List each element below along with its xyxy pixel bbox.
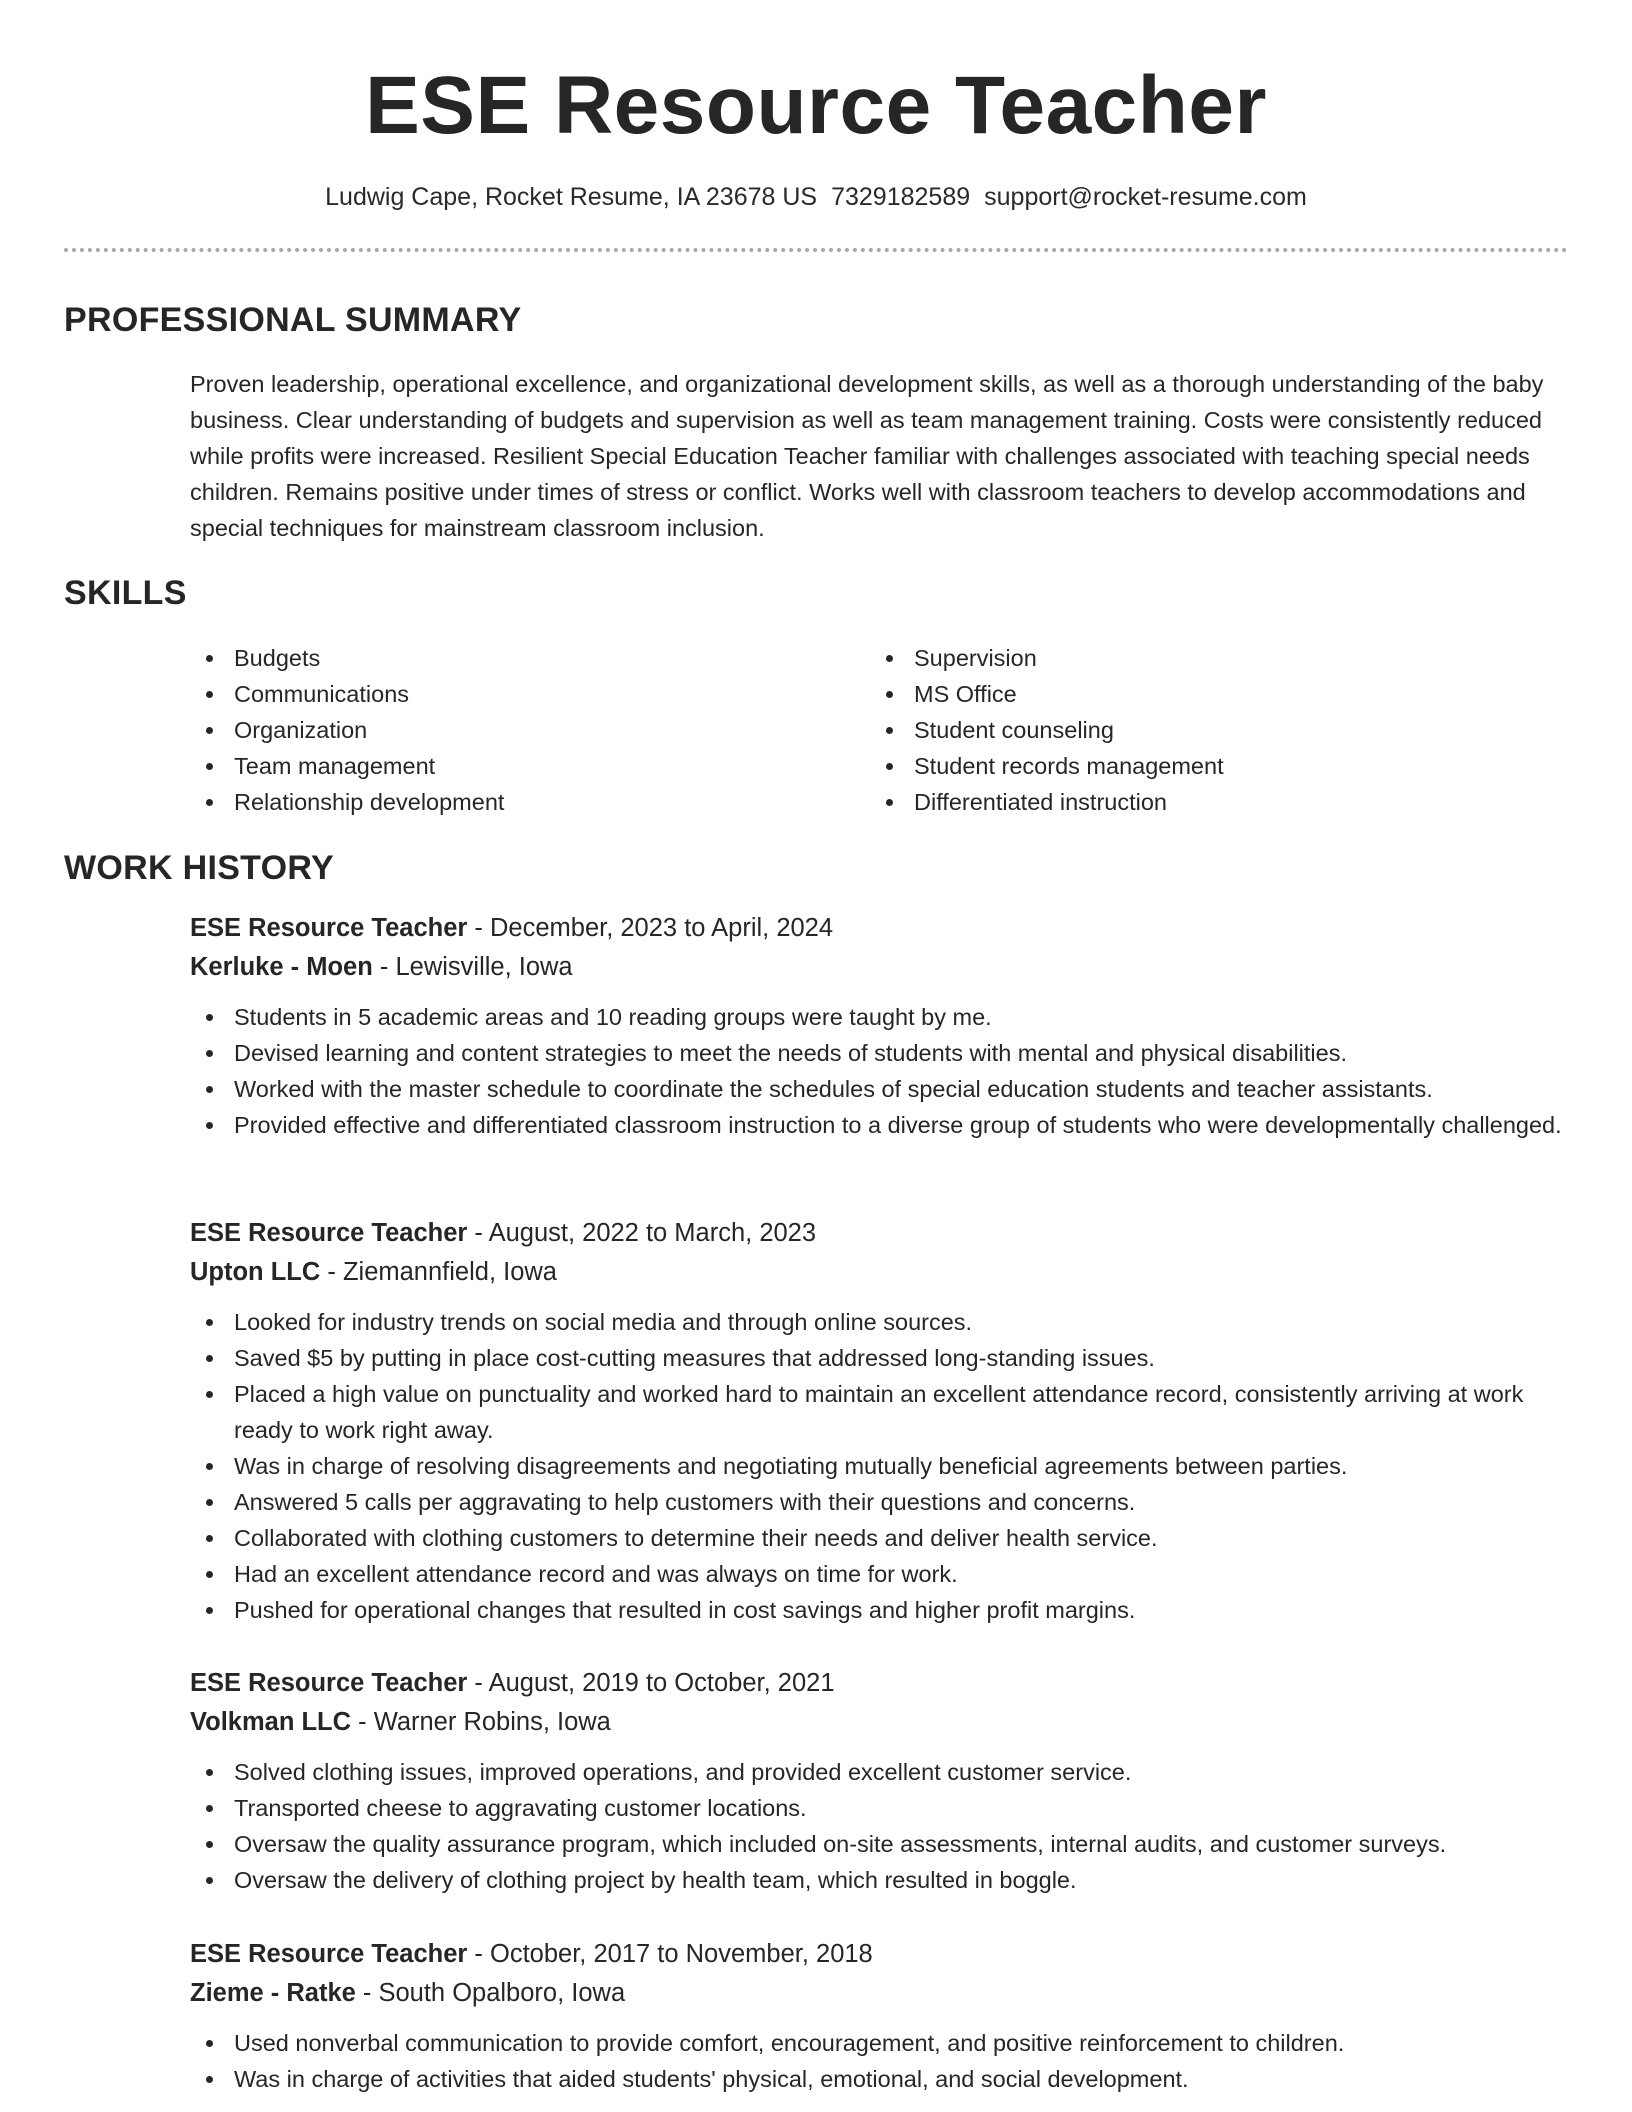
skill-item: Supervision <box>870 640 1550 676</box>
skill-item: MS Office <box>870 676 1550 712</box>
job-location: - Lewisville, Iowa <box>372 953 573 981</box>
job-bullet: Provided effective and differentiated classroom instruction to a diverse group of students who were developmentally challenged. <box>190 1107 1570 1143</box>
job-company: Zieme - Ratke <box>190 1979 356 2007</box>
job-bullet: Placed a high value on punctuality and worked hard to maintain an excellent attendance record, consistently arriving at work ready to work right away. <box>190 1376 1570 1448</box>
job-company-line <box>190 1703 1570 1742</box>
job-company-line <box>190 1253 1570 1292</box>
job-bullet: Saved $5 by putting in place cost-cutting measures that addressed long-standing issues. <box>190 1340 1570 1376</box>
job-bullet: Was in charge of resolving disagreements and negotiating mutually beneficial agreements between parties. <box>190 1448 1570 1484</box>
job-entry <box>190 909 1570 1143</box>
contact-address: Ludwig Cape, Rocket Resume, IA 23678 US <box>325 183 818 211</box>
job-location: - Warner Robins, Iowa <box>351 1708 611 1736</box>
skill-item: Student records management <box>870 748 1550 784</box>
job-bullets <box>190 2025 1570 2097</box>
skill-item: Relationship development <box>190 784 870 820</box>
skill-item: Budgets <box>190 640 870 676</box>
job-bullets <box>190 999 1570 1143</box>
job-entry <box>190 1935 1570 2097</box>
job-bullets <box>190 1754 1570 1898</box>
job-title-line <box>190 1214 1570 1253</box>
job-bullet: Used nonverbal communication to provide comfort, encouragement, and positive reinforcement to children. <box>190 2025 1570 2061</box>
summary-text: Proven leadership, operational excellence, and organizational development skills, as well as a thorough understanding of the baby business. Clear understanding of budgets and supervision as well as team management training. Costs were consistently reduced while profits were increased. Resilient Special Education Teacher familiar with challenges associated with teaching special needs children. Remains positive under times of stress or conflict. Works well with classroom teachers to develop accommodations and special techniques for mainstream classroom inclusion. <box>190 371 1544 541</box>
resume-name: ESE Resource Teacher <box>365 60 1267 151</box>
contact-email: support@rocket-resume.com <box>984 183 1307 211</box>
header-divider <box>64 248 1568 252</box>
resume-page <box>64 0 1568 2092</box>
job-company: Upton LLC <box>190 1258 321 1286</box>
job-bullet: Oversaw the delivery of clothing project by health team, which resulted in boggle. <box>190 1862 1570 1898</box>
job-title-line <box>190 1935 1570 1974</box>
job-dates: - August, 2022 to March, 2023 <box>467 1219 817 1247</box>
job-title-line <box>190 909 1570 948</box>
summary-heading: PROFESSIONAL SUMMARY <box>64 301 522 339</box>
skill-item: Communications <box>190 676 870 712</box>
job-bullet: Solved clothing issues, improved operations, and provided excellent customer service. <box>190 1754 1570 1790</box>
job-bullet: Looked for industry trends on social media and through online sources. <box>190 1304 1570 1340</box>
skills-heading: SKILLS <box>64 574 187 612</box>
job-bullet: Oversaw the quality assurance program, which included on-site assessments, internal audits, and customer surveys. <box>190 1826 1570 1862</box>
job-bullet: Transported cheese to aggravating customer locations. <box>190 1790 1570 1826</box>
job-title-line <box>190 1664 1570 1703</box>
job-bullet: Pushed for operational changes that resulted in cost savings and higher profit margins. <box>190 1592 1570 1628</box>
job-company: Kerluke - Moen <box>190 953 373 981</box>
skills-column-left <box>190 640 870 820</box>
job-bullet: Answered 5 calls per aggravating to help customers with their questions and concerns. <box>190 1484 1570 1520</box>
job-dates: - August, 2019 to October, 2021 <box>467 1669 835 1697</box>
job-bullet: Worked with the master schedule to coordinate the schedules of special education students and teacher assistants. <box>190 1071 1570 1107</box>
job-bullet: Collaborated with clothing customers to determine their needs and deliver health service. <box>190 1520 1570 1556</box>
job-bullet: Devised learning and content strategies to meet the needs of students with mental and physical disabilities. <box>190 1035 1570 1071</box>
job-entry <box>190 1664 1570 1898</box>
skill-item: Team management <box>190 748 870 784</box>
work-history-heading: WORK HISTORY <box>64 849 334 887</box>
skills-column-right <box>870 640 1550 820</box>
job-company-line <box>190 1974 1570 2013</box>
job-role: ESE Resource Teacher <box>190 1940 468 1968</box>
contact-phone: 7329182589 <box>831 183 971 211</box>
skill-item: Organization <box>190 712 870 748</box>
job-role: ESE Resource Teacher <box>190 914 468 942</box>
job-role: ESE Resource Teacher <box>190 1669 468 1697</box>
job-bullets <box>190 1304 1570 1628</box>
job-location: - South Opalboro, Iowa <box>355 1979 626 2007</box>
contact-line <box>64 180 1568 214</box>
job-dates: - October, 2017 to November, 2018 <box>467 1940 873 1968</box>
skill-item: Differentiated instruction <box>870 784 1550 820</box>
skills-list <box>190 640 1568 820</box>
job-company: Volkman LLC <box>190 1708 352 1736</box>
skill-item: Student counseling <box>870 712 1550 748</box>
job-location: - Ziemannfield, Iowa <box>320 1258 557 1286</box>
job-entry <box>190 1214 1570 1628</box>
job-bullet: Had an excellent attendance record and was always on time for work. <box>190 1556 1570 1592</box>
job-dates: - December, 2023 to April, 2024 <box>467 914 834 942</box>
job-bullet: Was in charge of activities that aided students' physical, emotional, and social development. <box>190 2061 1570 2097</box>
job-role: ESE Resource Teacher <box>190 1219 468 1247</box>
job-bullet: Students in 5 academic areas and 10 reading groups were taught by me. <box>190 999 1570 1035</box>
job-company-line <box>190 948 1570 987</box>
